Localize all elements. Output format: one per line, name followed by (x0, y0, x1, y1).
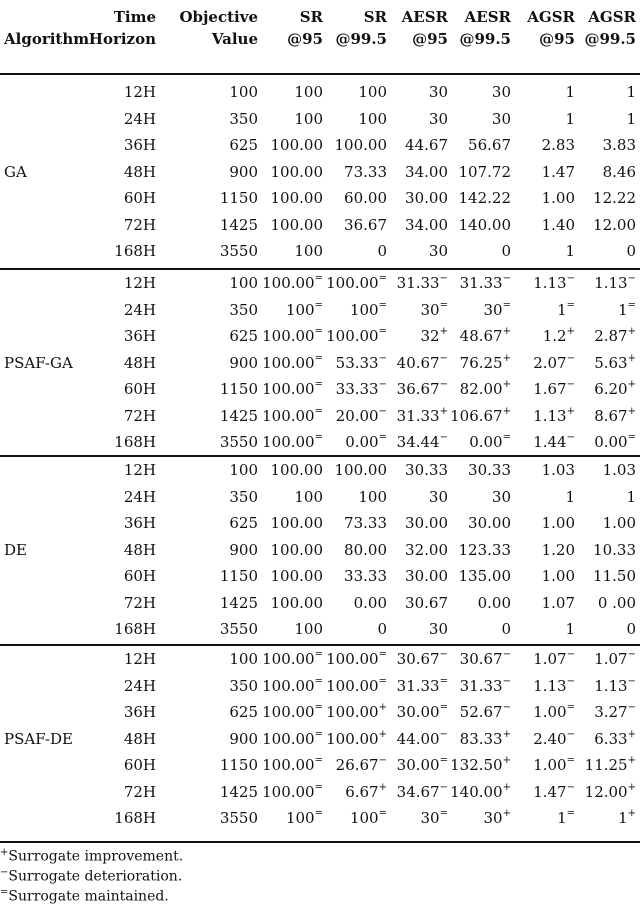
cell-aesr-95: 30= (420, 299, 448, 319)
cell-time-horizon: 12H (123, 274, 156, 292)
cell-objective-value: 350 (229, 487, 258, 506)
cell-objective-value: 100 (229, 83, 258, 101)
table-row (0, 132, 640, 158)
cell-agsr-95: 1.67− (533, 379, 575, 398)
cell-time-horizon: 48H (123, 162, 156, 181)
cell-sr-99-5: 73.33 (344, 514, 387, 532)
footnote-text: Surrogate deterioration. (8, 868, 183, 885)
cell-sr-95: 100= (285, 299, 323, 319)
cell-time-horizon: 168H (114, 433, 156, 451)
cell-time-horizon: 72H (123, 215, 156, 234)
header-line: @99.5 (459, 30, 511, 48)
cell-sr-99-5: 100= (349, 808, 387, 827)
table-row (0, 805, 640, 831)
cell-aesr-99-5: 135.00 (458, 567, 511, 585)
cell-aesr-99-5: 30+ (483, 808, 511, 827)
cell-agsr-95: 1.2+ (542, 326, 575, 345)
cell-sr-95: 100.00= (262, 405, 323, 425)
cell-aesr-99-5: 56.67 (468, 136, 511, 154)
footnote-text: Surrogate improvement. (8, 848, 184, 865)
cell-agsr-99-5: 8.46 (602, 162, 636, 181)
cell-time-horizon: 36H (123, 514, 156, 532)
cell-aesr-95: 32+ (420, 326, 448, 345)
cell-objective-value: 100 (229, 650, 258, 668)
cell-aesr-99-5: 106.67+ (450, 405, 511, 425)
cell-agsr-99-5: 6.20+ (594, 379, 636, 398)
cell-objective-value: 1425 (219, 782, 258, 801)
header-aesr-95 (402, 6, 448, 50)
cell-sr-95: 100.00 (270, 593, 323, 612)
cell-sr-99-5: 53.33− (335, 352, 387, 372)
header-objective-value (179, 6, 258, 50)
cell-agsr-95: 1.00= (533, 702, 575, 721)
cell-sr-99-5: 0 (377, 242, 387, 260)
header-line: SR (299, 8, 323, 26)
cell-sr-99-5: 100.00+ (326, 702, 387, 721)
cell-sr-99-5: 0.00= (345, 432, 387, 451)
cell-sr-99-5: 100.00= (326, 326, 387, 345)
cell-agsr-99-5: 1.03 (602, 461, 636, 479)
header-line: AGSR (588, 8, 636, 26)
cell-aesr-95: 44.67 (405, 136, 448, 154)
table-row (0, 185, 640, 211)
cell-aesr-95: 30 (428, 242, 448, 260)
cell-aesr-95: 30 (428, 83, 448, 101)
cell-aesr-95: 32.00 (405, 540, 448, 559)
cell-aesr-99-5: 30 (491, 109, 511, 128)
cell-sr-99-5: 26.67− (335, 755, 387, 774)
cell-objective-value: 3550 (219, 242, 258, 260)
cell-agsr-95: 1.13− (533, 675, 575, 695)
cell-agsr-99-5: 2.87+ (594, 326, 636, 345)
cell-aesr-95: 36.67− (396, 379, 448, 398)
header-aesr-99-5 (459, 6, 511, 50)
cell-aesr-99-5: 0.00 (477, 593, 511, 612)
cell-time-horizon: 12H (123, 650, 156, 668)
cell-objective-value: 900 (229, 540, 258, 559)
cell-agsr-99-5: 11.25+ (584, 755, 636, 774)
cell-agsr-95: 1 (565, 620, 575, 638)
table-row (0, 646, 640, 672)
table-row (0, 726, 640, 752)
cell-sr-99-5: 33.33 (344, 567, 387, 585)
cell-time-horizon: 12H (123, 83, 156, 101)
cell-agsr-99-5: 6.33+ (594, 728, 636, 748)
cell-agsr-95: 1 (565, 83, 575, 101)
cell-aesr-99-5: 140.00 (458, 215, 511, 234)
header-line: Objective (179, 8, 258, 26)
table-row (0, 106, 640, 132)
cell-sr-95: 100.00 (270, 540, 323, 559)
cell-sr-95: 100 (294, 620, 323, 638)
cell-aesr-99-5: 123.33 (458, 540, 511, 559)
cell-agsr-95: 1 (565, 109, 575, 128)
header-line: @99.5 (335, 30, 387, 48)
cell-agsr-95: 1 (565, 242, 575, 260)
table-row (0, 484, 640, 510)
cell-time-horizon: 168H (114, 620, 156, 638)
cell-sr-99-5: 100.00= (326, 675, 387, 695)
cell-aesr-99-5: 132.50+ (450, 755, 511, 774)
cell-aesr-95: 30 (428, 109, 448, 128)
cell-sr-95: 100.00 (270, 162, 323, 181)
header-sr-95 (287, 6, 323, 50)
cell-agsr-95: 1.44− (533, 432, 575, 451)
cell-sr-95: 100 (294, 109, 323, 128)
table-row (0, 350, 640, 376)
cell-objective-value: 350 (229, 109, 258, 128)
cell-aesr-95: 30.00= (396, 702, 448, 721)
cell-sr-99-5: 60.00 (344, 189, 387, 207)
table-row (0, 376, 640, 402)
cell-sr-95: 100.00= (262, 728, 323, 748)
cell-sr-99-5: 100.00= (326, 273, 387, 292)
cell-aesr-95: 31.33− (396, 273, 448, 292)
cell-aesr-99-5: 107.72 (458, 162, 511, 181)
cell-agsr-99-5: 1.00 (602, 514, 636, 532)
table-row (0, 238, 640, 264)
header-line: SR (363, 8, 387, 26)
cell-agsr-99-5: 3.27− (594, 702, 636, 721)
table-row (0, 616, 640, 642)
cell-agsr-99-5: 5.63+ (594, 352, 636, 372)
table-row (0, 752, 640, 778)
cell-agsr-99-5: 0 (626, 620, 636, 638)
header-algorithm (4, 28, 89, 50)
cell-agsr-95: 2.83 (541, 136, 575, 154)
cell-sr-99-5: 73.33 (344, 162, 387, 181)
header-line: @99.5 (584, 30, 636, 48)
cell-sr-99-5: 100.00= (326, 649, 387, 668)
cell-sr-99-5: 100.00+ (326, 728, 387, 748)
cell-time-horizon: 168H (114, 809, 156, 827)
cell-objective-value: 625 (229, 136, 258, 154)
table-row (0, 79, 640, 105)
cell-time-horizon: 24H (123, 109, 156, 128)
cell-sr-95: 100 (294, 487, 323, 506)
cell-objective-value: 350 (229, 300, 258, 319)
cell-agsr-95: 2.07− (533, 352, 575, 372)
cell-sr-95: 100.00= (262, 273, 323, 292)
cell-time-horizon: 12H (123, 461, 156, 479)
cell-aesr-99-5: 52.67− (459, 702, 511, 721)
cell-sr-95: 100.00= (262, 702, 323, 721)
cell-sr-99-5: 100 (358, 83, 387, 101)
cell-objective-value: 1425 (219, 215, 258, 234)
cell-time-horizon: 48H (123, 540, 156, 559)
table-row (0, 537, 640, 563)
header-line: @95 (539, 30, 575, 48)
cell-aesr-95: 30.00 (405, 514, 448, 532)
cell-time-horizon: 72H (123, 782, 156, 801)
cell-aesr-95: 30= (420, 808, 448, 827)
cell-time-horizon: 60H (123, 380, 156, 398)
cell-objective-value: 350 (229, 676, 258, 695)
cell-sr-95: 100.00 (270, 514, 323, 532)
cell-aesr-95: 30 (428, 620, 448, 638)
cell-aesr-99-5: 0 (501, 242, 511, 260)
table-row (0, 323, 640, 349)
cell-agsr-95: 1.00= (533, 755, 575, 774)
table-row (0, 297, 640, 323)
cell-objective-value: 1150 (219, 756, 258, 774)
cell-agsr-95: 1= (557, 808, 575, 827)
cell-sr-95: 100.00 (270, 136, 323, 154)
cell-time-horizon: 60H (123, 567, 156, 585)
table-row (0, 510, 640, 536)
cell-agsr-99-5: 1.07− (594, 649, 636, 668)
algorithm-name: DE (4, 540, 27, 559)
cell-objective-value: 1425 (219, 593, 258, 612)
cell-time-horizon: 48H (123, 353, 156, 372)
cell-sr-99-5: 100 (358, 487, 387, 506)
cell-aesr-99-5: 48.67+ (459, 326, 511, 345)
cell-aesr-95: 34.00 (405, 162, 448, 181)
table-row (0, 457, 640, 483)
cell-agsr-95: 1.00 (541, 189, 575, 207)
cell-objective-value: 1150 (219, 189, 258, 207)
cell-sr-99-5: 33.33− (335, 379, 387, 398)
cell-aesr-95: 30.00 (405, 189, 448, 207)
cell-objective-value: 625 (229, 514, 258, 532)
cell-aesr-95: 34.67− (396, 781, 448, 801)
cell-time-horizon: 24H (123, 300, 156, 319)
table-rule (0, 268, 640, 270)
table-row (0, 590, 640, 616)
cell-sr-99-5: 0 (377, 620, 387, 638)
cell-agsr-95: 1 (565, 487, 575, 506)
cell-sr-95: 100.00= (262, 352, 323, 372)
table-row (0, 429, 640, 455)
cell-agsr-99-5: 12.22 (593, 189, 636, 207)
footnote-mark: + (0, 847, 9, 858)
cell-sr-99-5: 36.67 (344, 215, 387, 234)
algorithm-name: PSAF-GA (4, 353, 73, 372)
cell-agsr-95: 1= (557, 299, 575, 319)
cell-agsr-95: 1.07− (533, 649, 575, 668)
cell-agsr-95: 1.03 (541, 461, 575, 479)
table-row (0, 159, 640, 185)
cell-agsr-95: 1.47 (541, 162, 575, 181)
cell-objective-value: 100 (229, 461, 258, 479)
header-sr-99-5 (335, 6, 387, 50)
cell-sr-95: 100.00 (270, 215, 323, 234)
cell-aesr-99-5: 31.33− (459, 675, 511, 695)
cell-time-horizon: 36H (123, 703, 156, 721)
cell-aesr-95: 31.33+ (396, 405, 448, 425)
cell-objective-value: 900 (229, 353, 258, 372)
cell-agsr-99-5: 10.33 (593, 540, 636, 559)
cell-aesr-99-5: 0 (501, 620, 511, 638)
table-row (0, 403, 640, 429)
cell-aesr-95: 30.67− (396, 649, 448, 668)
cell-time-horizon: 60H (123, 756, 156, 774)
algorithm-name: GA (4, 162, 27, 181)
cell-aesr-99-5: 83.33+ (459, 728, 511, 748)
cell-aesr-95: 30 (428, 487, 448, 506)
cell-objective-value: 1150 (219, 380, 258, 398)
cell-objective-value: 3550 (219, 620, 258, 638)
cell-aesr-99-5: 30.67− (459, 649, 511, 668)
cell-objective-value: 3550 (219, 809, 258, 827)
cell-agsr-99-5: 11.50 (593, 567, 636, 585)
cell-agsr-99-5: 12.00+ (584, 781, 636, 801)
table-row (0, 779, 640, 805)
cell-agsr-99-5: 1.13− (594, 273, 636, 292)
header-line: Horizon (88, 30, 156, 48)
cell-agsr-95: 1.20 (541, 540, 575, 559)
cell-aesr-95: 30.00 (405, 567, 448, 585)
cell-sr-95: 100.00= (262, 379, 323, 398)
table-row (0, 699, 640, 725)
cell-aesr-99-5: 82.00+ (459, 379, 511, 398)
cell-agsr-99-5: 1+ (618, 808, 636, 827)
table-rule (0, 644, 640, 646)
header-line: AGSR (527, 8, 575, 26)
header-agsr-99-5 (584, 6, 636, 50)
header-line: Time (113, 8, 156, 26)
cell-aesr-95: 34.00 (405, 215, 448, 234)
cell-agsr-95: 1.13− (533, 273, 575, 292)
cell-sr-99-5: 0.00 (353, 593, 387, 612)
cell-aesr-99-5: 142.22 (458, 189, 511, 207)
cell-time-horizon: 60H (123, 189, 156, 207)
cell-agsr-99-5: 1 (626, 83, 636, 101)
cell-agsr-95: 1.00 (541, 567, 575, 585)
cell-aesr-95: 30.67 (405, 593, 448, 612)
cell-sr-95: 100.00= (262, 326, 323, 345)
cell-aesr-99-5: 30.00 (468, 514, 511, 532)
cell-time-horizon: 48H (123, 729, 156, 748)
table-rule (0, 455, 640, 457)
cell-sr-99-5: 100 (358, 109, 387, 128)
footnote-mark: − (0, 867, 9, 878)
cell-sr-95: 100.00= (262, 781, 323, 801)
cell-time-horizon: 36H (123, 136, 156, 154)
cell-sr-95: 100.00 (270, 461, 323, 479)
cell-sr-95: 100.00= (262, 432, 323, 451)
cell-agsr-99-5: 1.13− (594, 675, 636, 695)
cell-time-horizon: 24H (123, 487, 156, 506)
algorithm-name: PSAF-DE (4, 729, 73, 748)
cell-sr-95: 100.00= (262, 675, 323, 695)
cell-agsr-99-5: 1 (626, 487, 636, 506)
cell-agsr-99-5: 3.83 (602, 136, 636, 154)
cell-aesr-99-5: 76.25+ (459, 352, 511, 372)
cell-aesr-95: 30.33 (405, 461, 448, 479)
cell-sr-99-5: 100= (349, 299, 387, 319)
cell-sr-95: 100.00 (270, 567, 323, 585)
cell-aesr-95: 34.44− (396, 432, 448, 451)
cell-objective-value: 3550 (219, 433, 258, 451)
cell-aesr-99-5: 30= (483, 299, 511, 319)
header-line: @95 (287, 30, 323, 48)
table-row (0, 212, 640, 238)
cell-agsr-95: 1.47− (533, 781, 575, 801)
cell-agsr-99-5: 1 (626, 109, 636, 128)
footnote-mark: = (0, 887, 9, 898)
cell-objective-value: 1425 (219, 406, 258, 425)
cell-agsr-99-5: 8.67+ (594, 405, 636, 425)
header-time-horizon (89, 6, 156, 50)
header-line: @95 (412, 30, 448, 48)
cell-aesr-99-5: 30.33 (468, 461, 511, 479)
cell-sr-95: 100.00= (262, 755, 323, 774)
cell-time-horizon: 24H (123, 676, 156, 695)
cell-objective-value: 900 (229, 729, 258, 748)
header-line: Value (211, 30, 258, 48)
cell-aesr-95: 44.00− (396, 728, 448, 748)
cell-sr-95: 100 (294, 242, 323, 260)
cell-aesr-99-5: 30 (491, 83, 511, 101)
footnote (0, 883, 169, 907)
cell-aesr-99-5: 31.33− (459, 273, 511, 292)
cell-aesr-99-5: 140.00+ (450, 781, 511, 801)
cell-objective-value: 625 (229, 327, 258, 345)
header-row (0, 6, 640, 50)
header-line: AESR (401, 8, 448, 26)
cell-objective-value: 100 (229, 274, 258, 292)
cell-aesr-95: 30.00= (396, 755, 448, 774)
cell-sr-95: 100= (285, 808, 323, 827)
cell-aesr-99-5: 0.00= (469, 432, 511, 451)
table-row (0, 270, 640, 296)
cell-sr-99-5: 100.00 (334, 461, 387, 479)
cell-objective-value: 625 (229, 703, 258, 721)
cell-agsr-99-5: 0 .00 (597, 593, 636, 612)
footnote-text: Surrogate maintained. (8, 888, 169, 905)
cell-agsr-95: 1.00 (541, 514, 575, 532)
cell-time-horizon: 72H (123, 406, 156, 425)
cell-agsr-95: 1.40 (541, 215, 575, 234)
cell-time-horizon: 168H (114, 242, 156, 260)
cell-agsr-99-5: 0.00= (594, 432, 636, 451)
cell-sr-95: 100.00= (262, 649, 323, 668)
cell-aesr-95: 31.33= (396, 675, 448, 695)
cell-agsr-99-5: 12.00 (593, 215, 636, 234)
cell-objective-value: 1150 (219, 567, 258, 585)
cell-agsr-99-5: 0 (626, 242, 636, 260)
cell-agsr-99-5: 1= (618, 299, 636, 319)
cell-aesr-99-5: 30 (491, 487, 511, 506)
cell-sr-95: 100.00 (270, 189, 323, 207)
header-agsr-95 (527, 6, 575, 50)
table-row (0, 563, 640, 589)
cell-sr-99-5: 100.00 (334, 136, 387, 154)
cell-aesr-95: 40.67− (396, 352, 448, 372)
header-line: AESR (464, 8, 511, 26)
cell-sr-95: 100 (294, 83, 323, 101)
table-row (0, 673, 640, 699)
cell-objective-value: 900 (229, 162, 258, 181)
cell-sr-99-5: 80.00 (344, 540, 387, 559)
table-rule (0, 73, 640, 75)
cell-sr-99-5: 20.00− (335, 405, 387, 425)
cell-agsr-95: 1.13+ (533, 405, 575, 425)
header-line: Algorithm (4, 30, 90, 48)
cell-sr-99-5: 6.67+ (345, 781, 387, 801)
cell-agsr-95: 2.40− (533, 728, 575, 748)
cell-time-horizon: 36H (123, 327, 156, 345)
cell-agsr-95: 1.07 (541, 593, 575, 612)
cell-time-horizon: 72H (123, 593, 156, 612)
